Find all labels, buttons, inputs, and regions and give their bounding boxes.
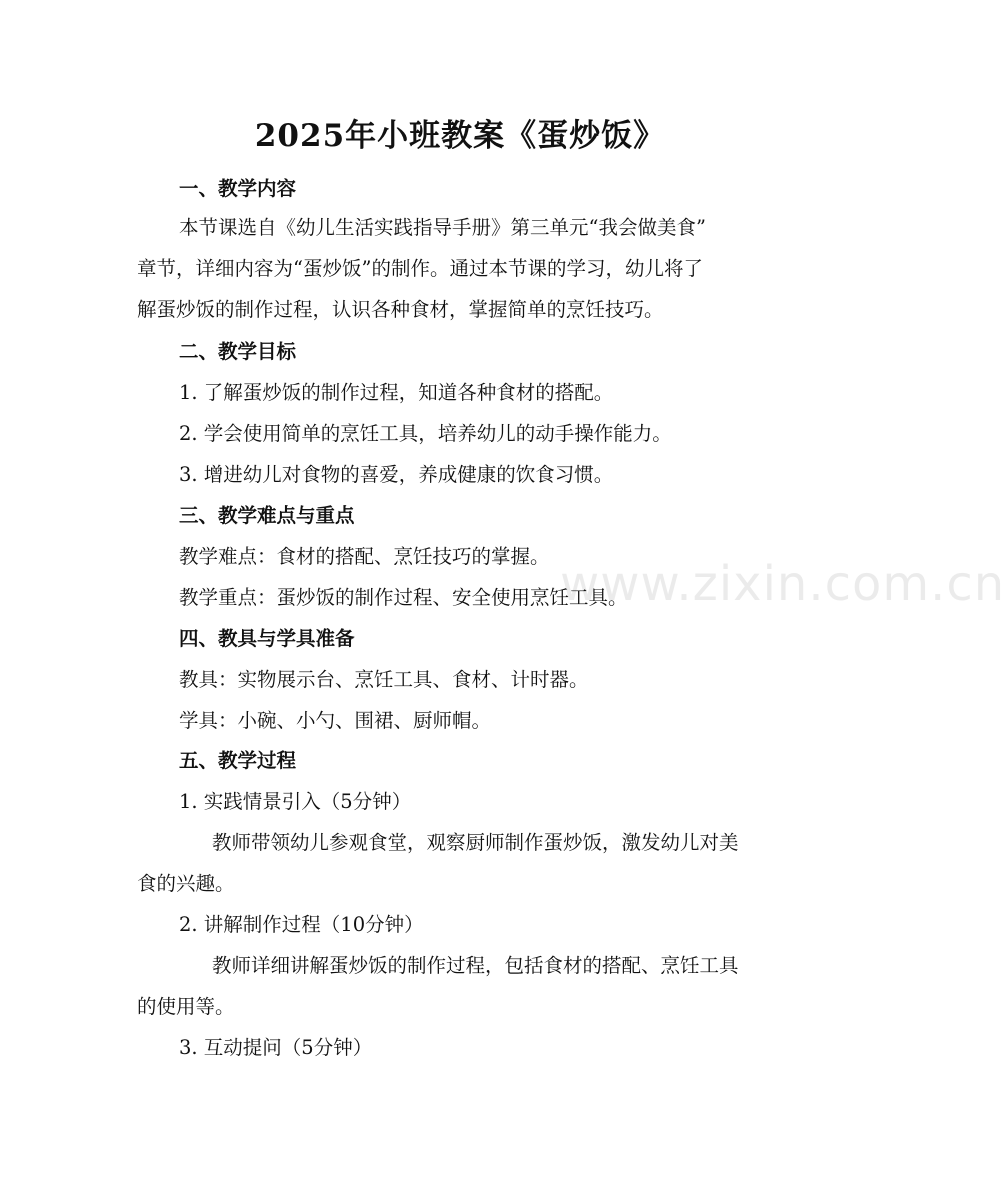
student-tools-text: 学具：小碗、小勺、围裙、厨师帽。 (179, 709, 492, 732)
difficulty-text: 教学难点：食材的搭配、烹饪技巧的掌握。 (179, 545, 550, 568)
watermark: www.zixin.com.cn (560, 556, 1005, 612)
process-step-2-title: 2. 讲解制作过程（10分钟） (179, 913, 424, 936)
page-title: 2025年小班教案《蛋炒饭》 (254, 118, 666, 154)
process-step-1-line-2: 食的兴趣。 (137, 872, 235, 895)
section-heading-process: 五、教学过程 (179, 749, 297, 772)
key-point-text: 教学重点：蛋炒饭的制作过程、安全使用烹饪工具。 (179, 586, 628, 609)
content-paragraph-line-2: 章节，详细内容为“蛋炒饭”的制作。通过本节课的学习，幼儿将了 (137, 257, 703, 280)
process-step-3-title: 3. 互动提问（5分钟） (179, 1036, 373, 1059)
content-paragraph-line-1: 本节课选自《幼儿生活实践指导手册》第三单元“我会做美食” (179, 216, 706, 239)
content-paragraph-line-3: 解蛋炒饭的制作过程，认识各种食材，掌握简单的烹饪技巧。 (137, 298, 664, 321)
process-step-1-line-1: 教师带领幼儿参观食堂，观察厨师制作蛋炒饭，激发幼儿对美 (212, 831, 739, 854)
section-heading-content: 一、教学内容 (179, 177, 297, 200)
process-step-2-line-2: 的使用等。 (137, 995, 235, 1018)
objective-item-2: 2. 学会使用简单的烹饪工具，培养幼儿的动手操作能力。 (179, 422, 672, 445)
objective-item-1: 1. 了解蛋炒饭的制作过程，知道各种食材的搭配。 (179, 381, 614, 404)
process-step-1-title: 1. 实践情景引入（5分钟） (179, 790, 412, 813)
objective-item-3: 3. 增进幼儿对食物的喜爱，养成健康的饮食习惯。 (179, 463, 614, 486)
process-step-2-line-1: 教师详细讲解蛋炒饭的制作过程，包括食材的搭配、烹饪工具 (212, 954, 739, 977)
section-heading-objectives: 二、教学目标 (179, 340, 297, 363)
teacher-tools-text: 教具：实物展示台、烹饪工具、食材、计时器。 (179, 668, 589, 691)
section-heading-difficulties: 三、教学难点与重点 (179, 504, 355, 527)
section-heading-materials: 四、教具与学具准备 (179, 627, 355, 650)
